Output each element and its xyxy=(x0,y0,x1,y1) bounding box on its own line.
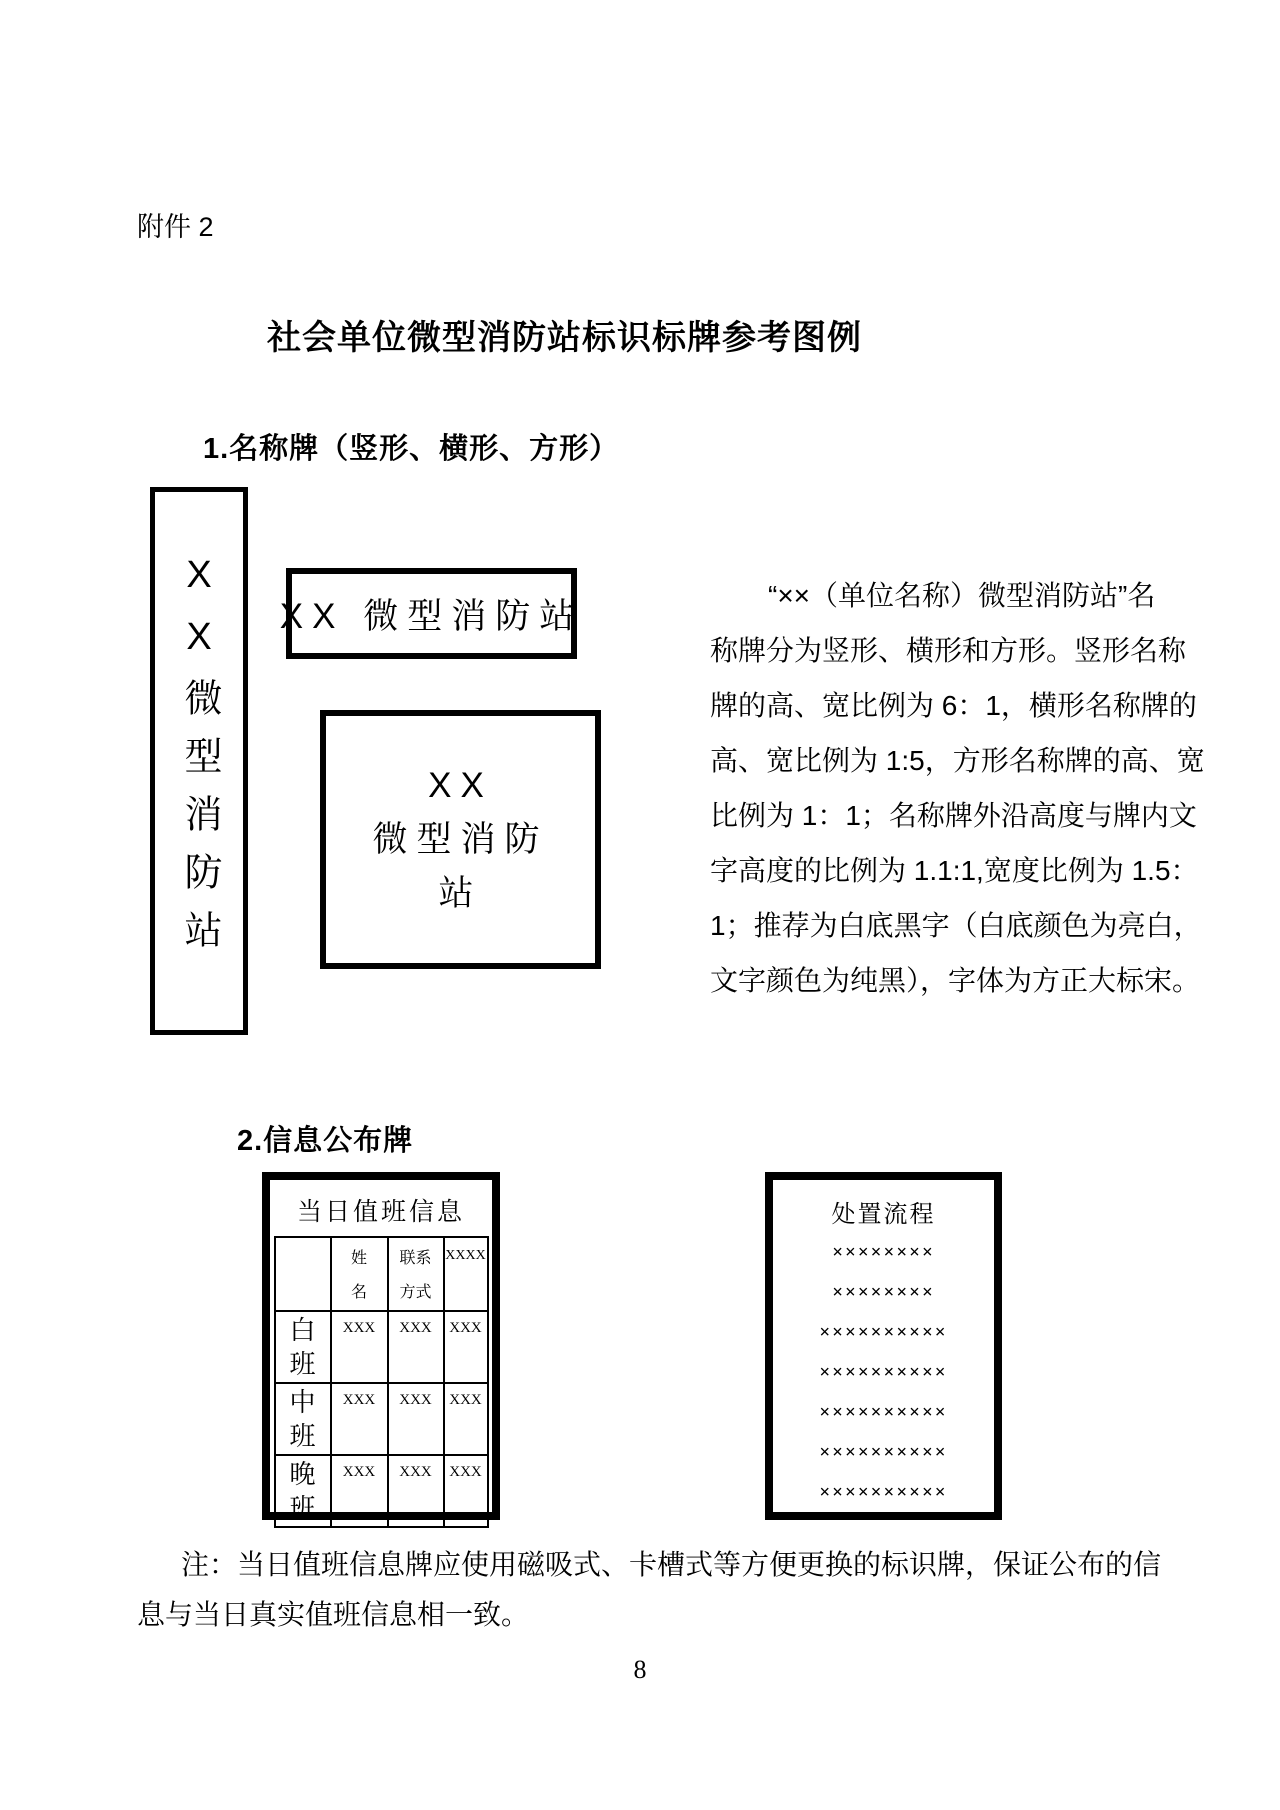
vertical-name-plate-text: XX微型消防站 xyxy=(178,554,220,968)
process-line: ×××××××× xyxy=(832,1282,935,1303)
duty-row-label: 晚班 xyxy=(289,1460,316,1523)
footnote xyxy=(137,1540,1162,1640)
process-line: ×××××××××× xyxy=(819,1402,948,1423)
duty-cell: XXX xyxy=(331,1311,388,1383)
square-name-plate xyxy=(320,710,601,969)
process-line: ×××××××××× xyxy=(819,1482,948,1503)
process-flow-board xyxy=(765,1172,1002,1520)
duty-cell: XXX xyxy=(444,1311,488,1383)
horizontal-name-plate xyxy=(279,568,584,659)
process-line: ×××××××× xyxy=(832,1242,935,1263)
duty-cell: XXX xyxy=(444,1383,488,1455)
duty-info-board xyxy=(262,1172,500,1523)
square-name-plate-line: 微型消防 xyxy=(372,819,549,859)
duty-board-title: 当日值班信息 xyxy=(296,1199,465,1226)
duty-cell: XXX xyxy=(388,1455,444,1527)
duty-table-row xyxy=(275,1383,488,1455)
process-line: ×××××××××× xyxy=(819,1442,948,1463)
page-title: 社会单位微型消防站标识标牌参考图例 xyxy=(267,319,862,357)
duty-row-label: 白班 xyxy=(289,1316,316,1379)
duty-row-label-cell xyxy=(275,1383,331,1455)
duty-cell: XXX xyxy=(331,1383,388,1455)
duty-table-row xyxy=(275,1311,488,1383)
description-line: 字高度的比例为 1.1:1,宽度比例为 1.5： xyxy=(710,855,1199,886)
duty-table-header-text: 姓名 xyxy=(350,1250,367,1301)
horizontal-name-plate-text: XX 微型消防站 xyxy=(279,596,584,636)
vertical-name-plate xyxy=(150,487,248,1035)
duty-cell: XXX xyxy=(331,1455,388,1527)
square-name-plate-line: 站 xyxy=(438,873,483,913)
duty-table-header-cell xyxy=(275,1237,331,1311)
process-board-title: 处置流程 xyxy=(831,1202,936,1228)
duty-table-row xyxy=(275,1455,488,1527)
duty-cell: XXX xyxy=(388,1311,444,1383)
process-line: ×××××××××× xyxy=(819,1362,948,1383)
section1-description xyxy=(710,568,1205,1008)
duty-row-label: 中班 xyxy=(289,1388,316,1451)
footnote-line: 注：当日值班信息牌应使用磁吸式、卡槽式等方便更换的标识牌，保证公布的信 xyxy=(181,1549,1162,1580)
duty-row-label-cell xyxy=(275,1311,331,1383)
page-number: 8 xyxy=(633,1655,647,1684)
duty-table-header-cell xyxy=(444,1237,488,1311)
square-name-plate-line: XX xyxy=(428,765,493,805)
duty-cell: XXX xyxy=(444,1455,488,1527)
description-line: “××（单位名称）微型消防站”名 xyxy=(768,580,1156,611)
duty-cell: XXX xyxy=(388,1383,444,1455)
process-lines xyxy=(773,1233,994,1513)
description-line: 牌的高、宽比例为 6：1，横形名称牌的 xyxy=(710,690,1197,721)
footnote-line: 息与当日真实值班信息相一致。 xyxy=(137,1599,530,1630)
duty-row-label-cell xyxy=(275,1455,331,1527)
description-line: 比例为 1：1；名称牌外沿高度与牌内文 xyxy=(710,800,1197,831)
description-line: 称牌分为竖形、横形和方形。竖形名称 xyxy=(710,635,1187,666)
duty-table-header-cell xyxy=(331,1237,388,1311)
process-line: ×××××××××× xyxy=(819,1322,948,1343)
description-line: 1；推荐为白底黑字（白底颜色为亮白， xyxy=(710,910,1202,941)
attachment-label: 附件 2 xyxy=(137,212,214,242)
duty-table-header-cell xyxy=(388,1237,444,1311)
duty-table-header-text: XXXX xyxy=(445,1248,486,1263)
duty-table-header-text: 联系方式 xyxy=(399,1250,432,1301)
section1-heading: 1.名称牌（竖形、横形、方形） xyxy=(203,433,620,465)
description-line: 高、宽比例为 1:5，方形名称牌的高、宽 xyxy=(710,745,1205,776)
description-line: 文字颜色为纯黑），字体为方正大标宋。 xyxy=(710,965,1201,996)
section2-heading: 2.信息公布牌 xyxy=(237,1125,414,1157)
duty-table xyxy=(274,1236,489,1528)
